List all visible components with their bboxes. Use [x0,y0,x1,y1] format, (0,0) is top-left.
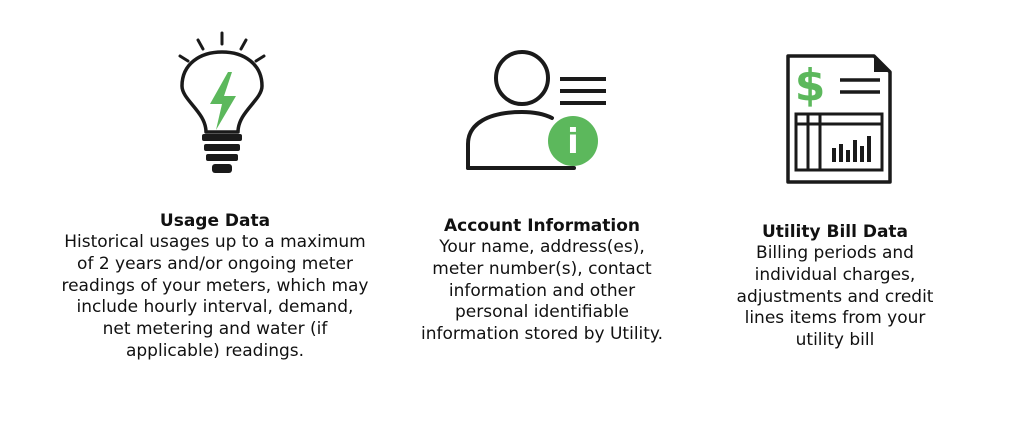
description-line: information and other [448,280,636,301]
usage-data-description [40,232,390,363]
dollar-invoice-icon [782,52,894,187]
description-line: utility bill [795,330,875,351]
usage-data-title: Usage Data [159,211,271,231]
person-info-icon [462,46,612,171]
description-line: readings of your meters, which may [61,275,369,296]
description-line: Your name, address(es), [439,237,645,257]
description-line: information stored by Utility. [421,324,663,345]
dollar-glyph: $ [794,60,826,111]
description-line: Historical usages up to a maximum [64,232,366,252]
description-line: net metering and water (if [102,319,328,340]
account-information-section [392,215,692,346]
utility-bill-data-description [700,243,970,352]
account-information-description [392,237,692,346]
description-line: personal identifiable [454,302,630,323]
description-line: lines items from your [744,308,926,329]
description-line: of 2 years and/or ongoing meter [77,253,353,274]
lightbulb-bolt-icon [172,30,272,182]
description-line: individual charges, [754,264,916,285]
description-line: applicable) readings. [125,340,305,361]
usage-data-section [40,210,390,363]
utility-bill-data-title: Utility Bill Data [761,222,909,242]
description-line: include hourly interval, demand, [76,297,354,318]
description-line: adjustments and credit [736,286,934,307]
info-glyph: i [567,122,579,162]
description-line: Billing periods and [756,243,914,263]
utility-bill-data-section [700,221,970,352]
description-line: meter number(s), contact [432,258,652,279]
account-information-title: Account Information [443,216,641,236]
